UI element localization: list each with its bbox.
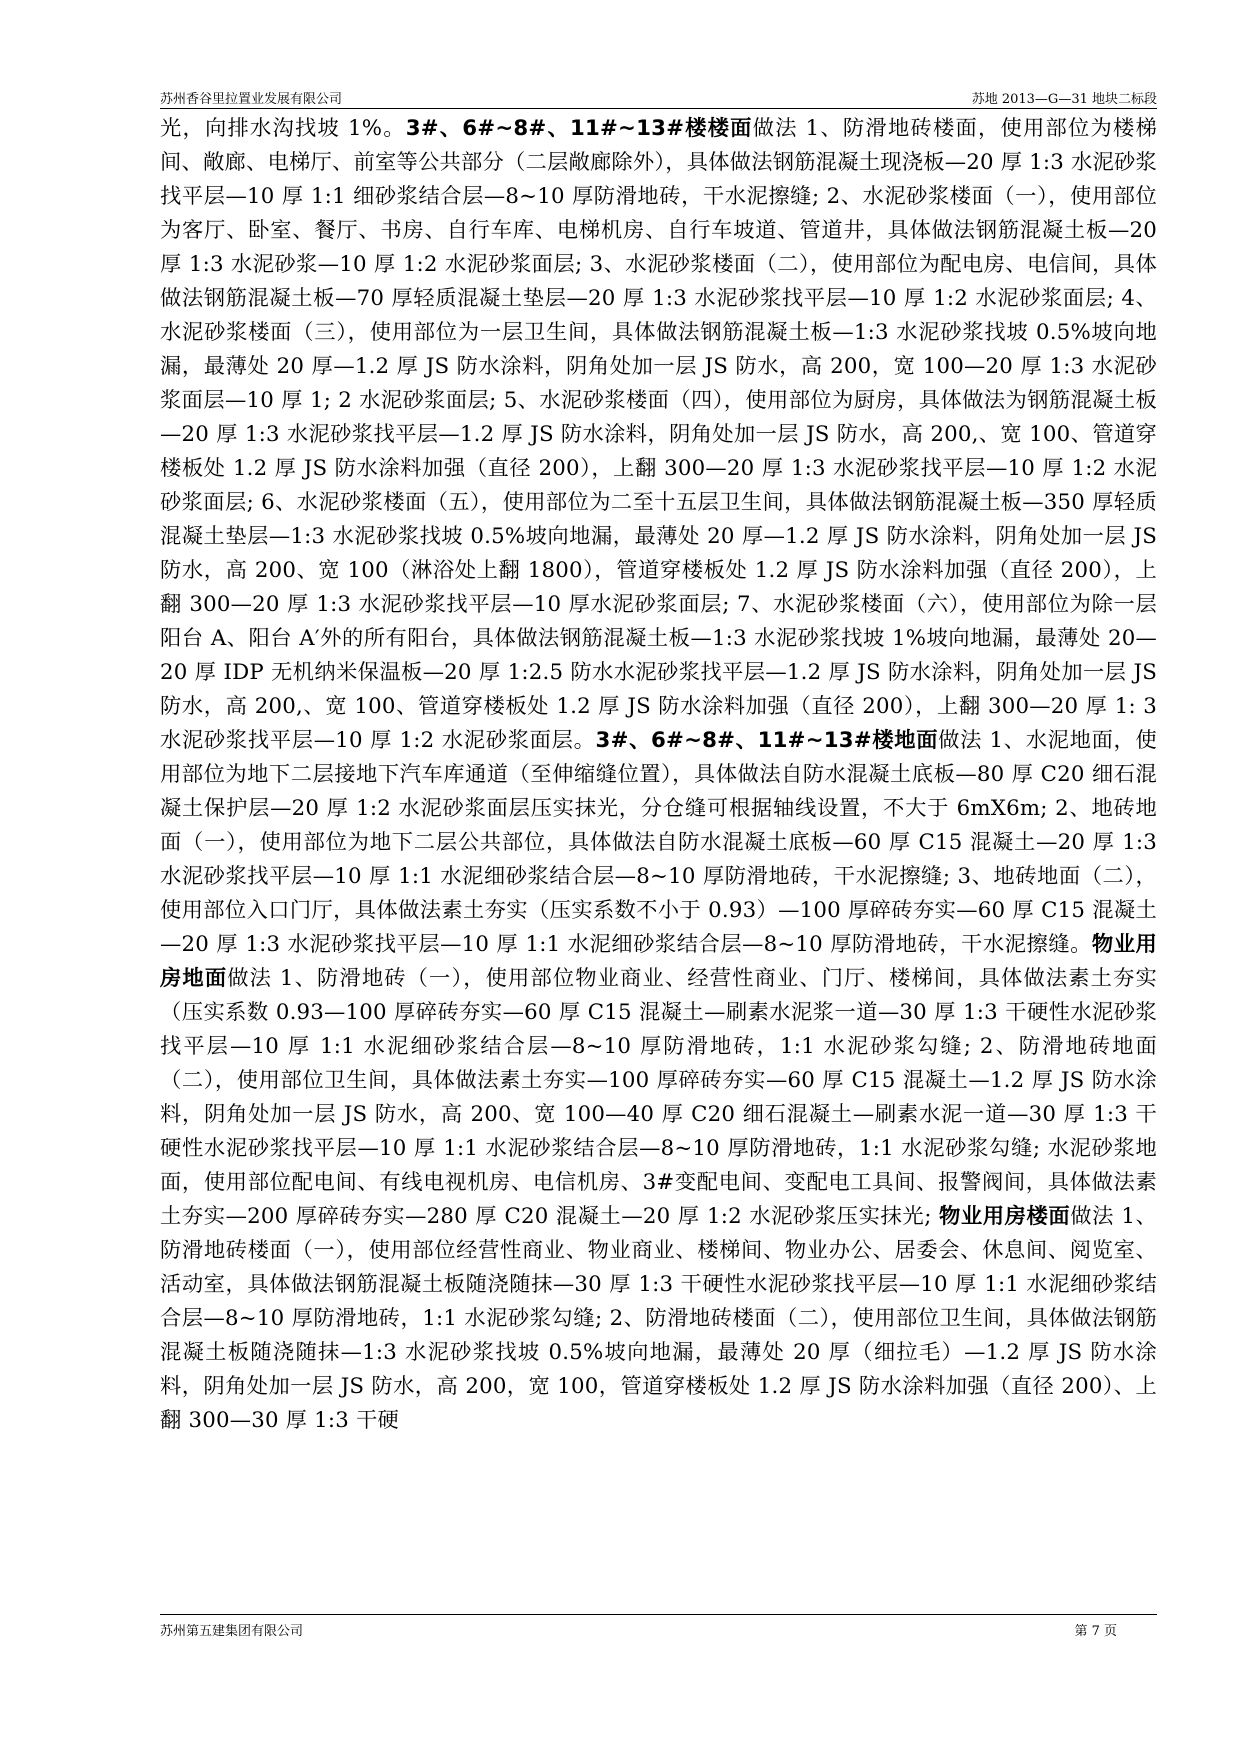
document-body: [160, 112, 1157, 1438]
body-run: 光，向排水沟找坡 1%。: [160, 116, 406, 141]
body-run: 做法 1、防滑地砖楼面（一），使用部位经营性商业、物业商业、楼梯间、物业办公、居委会、休息间、阅览室、活动室，具体做法钢筋混凝土板随浇随抹—30 厚 1:3 干硬性水泥砂浆找平层—10 厚 1:1 水泥细砂浆结合层—8~10 厚防滑地砖，1:1 水泥砂浆勾缝; 2、防滑地砖楼面（二），使用部位卫生间，具体做法钢筋混凝土板随浇随抹—1:3 水泥砂浆找坡 0.5%坡向地漏，最薄处 20 厚（细拉毛）—1.2 厚 JS 防水涂料，阴角处加一层 JS 防水，高 200，宽 100，管道穿楼板处 1.2 厚 JS 防水涂料加强（直径 200）、上翻 300—30 厚 1:3 干硬: [160, 1204, 1158, 1433]
footer-company: 苏州第五建集团有限公司: [160, 1624, 304, 1639]
page-footer: [160, 1614, 1157, 1639]
header-company: 苏州香谷里拉置业发展有限公司: [160, 92, 343, 107]
section-heading: 物业用房楼面: [938, 1204, 1071, 1229]
page-number: 第 7 页: [1074, 1624, 1117, 1639]
section-heading: 3#、6#~8#、11#~13#楼楼面: [405, 116, 753, 141]
body-run: 做法 1、防滑地砖楼面，使用部位为楼梯间、敞廊、电梯厅、前室等公共部分（二层敞廊除外），具体做法钢筋混凝土现浇板—20 厚 1:3 水泥砂浆找平层—10 厚 1:1 细砂浆结合层—8~10 厚防滑地砖，干水泥擦缝; 2、水泥砂浆楼面（一），使用部位为客厅、卧室、餐厅、书房、自行车库、电梯机房、自行车坡道、管道井，具体做法钢筋混凝土板—20 厚 1:3 水泥砂浆—10 厚 1:2 水泥砂浆面层; 3、水泥砂浆楼面（二），使用部位为配电房、电信间，具体做法钢筋混凝土板—70 厚轻质混凝土垫层—20 厚 1:3 水泥砂浆找平层—10 厚 1:2 水泥砂浆面层; 4、水泥砂浆楼面（三），使用部位为一层卫生间，具体做法钢筋混凝土板—1:3 水泥砂浆找坡 0.5%坡向地漏，最薄处 20 厚—1.2 厚 JS 防水涂料，阴角处加一层 JS 防水，高 200，宽 100—20 厚 1:3 水泥砂浆面层—10 厚 1; 2 水泥砂浆面层; 5、水泥砂浆楼面（四），使用部位为厨房，具体做法为钢筋混凝土板—20 厚 1:3 水泥砂浆找平层—1.2 厚 JS 防水涂料，阴角处加一层 JS 防水，高 200,、宽 100、管道穿楼板处 1.2 厚 JS 防水涂料加强（直径 200），上翻 300—20 厚 1:3 水泥砂浆找平层—10 厚 1:2 水泥砂浆面层; 6、水泥砂浆楼面（五），使用部位为二至十五层卫生间，具体做法钢筋混凝土板—350 厚轻质混凝土垫层—1:3 水泥砂浆找坡 0.5%坡向地漏，最薄处 20 厚—1.2 厚 JS 防水涂料，阴角处加一层 JS 防水，高 200、宽 100（淋浴处上翻 1800），管道穿楼板处 1.2 厚 JS 防水涂料加强（直径 200），上翻 300—20 厚 1:3 水泥砂浆找平层—10 厚水泥砂浆面层; 7、水泥砂浆楼面（六），使用部位为除一层阳台 A、阳台 A′外的所有阳台，具体做法钢筋混凝土板—1:3 水泥砂浆找坡 1%坡向地漏，最薄处 20—20 厚 IDP 无机纳米保温板—20 厚 1:2.5 防水水泥砂浆找平层—1.2 厚 JS 防水涂料，阴角处加一层 JS 防水，高 200,、宽 100、管道穿楼板处 1.2 厚 JS 防水涂料加强（直径 200），上翻 300—20 厚 1: 3 水泥砂浆找平层—10 厚 1:2 水泥砂浆面层。: [160, 116, 1158, 753]
section-heading: 3#、6#~8#、11#~13#楼地面: [595, 728, 939, 753]
header-project: 苏地 2013—G—31 地块二标段: [971, 92, 1157, 107]
body-run: 做法 1、水泥地面，使用部位为地下二层接地下汽车库通道（至伸缩缝位置），具体做法自防水混凝土底板—80 厚 C20 细石混凝土保护层—20 厚 1:2 水泥砂浆面层压实抹光，分仓缝可根据轴线设置，不大于 6mX6m; 2、地砖地面（一），使用部位为地下二层公共部位，具体做法自防水混凝土底板—60 厚 C15 混凝土—20 厚 1:3 水泥砂浆找平层—10 厚 1:1 水泥细砂浆结合层—8~10 厚防滑地砖，干水泥擦缝; 3、地砖地面（二），使用部位入口门厅，具体做法素土夯实（压实系数不小于 0.93）—100 厚碎砖夯实—60 厚 C15 混凝土—20 厚 1:3 水泥砂浆找平层—10 厚 1:1 水泥细砂浆结合层—8~10 厚防滑地砖，干水泥擦缝。: [160, 728, 1157, 957]
page-header: [160, 84, 1157, 109]
body-run: 做法 1、防滑地砖（一），使用部位物业商业、经营性商业、门厅、楼梯间，具体做法素土夯实（压实系数 0.93—100 厚碎砖夯实—60 厚 C15 混凝土—刷素水泥浆一道—30 厚 1:3 干硬性水泥砂浆找平层—10 厚 1:1 水泥细砂浆结合层—8~10 厚防滑地砖，1:1 水泥砂浆勾缝; 2、防滑地砖地面（二），使用部位卫生间，具体做法素土夯实—100 厚碎砖夯实—60 厚 C15 混凝土—1.2 厚 JS 防水涂料，阴角处加一层 JS 防水，高 200、宽 100—40 厚 C20 细石混凝土—刷素水泥一道—30 厚 1:3 干硬性水泥砂浆找平层—10 厚 1:1 水泥砂浆结合层—8~10 厚防滑地砖，1:1 水泥砂浆勾缝; 水泥砂浆地面，使用部位配电间、有线电视机房、电信机房、3#变配电间、变配电工具间、报警阀间，具体做法素土夯实—200 厚碎砖夯实—280 厚 C20 混凝土—20 厚 1:2 水泥砂浆压实抹光;: [160, 966, 1157, 1229]
section-heading: 物业用房地面: [160, 932, 1158, 991]
